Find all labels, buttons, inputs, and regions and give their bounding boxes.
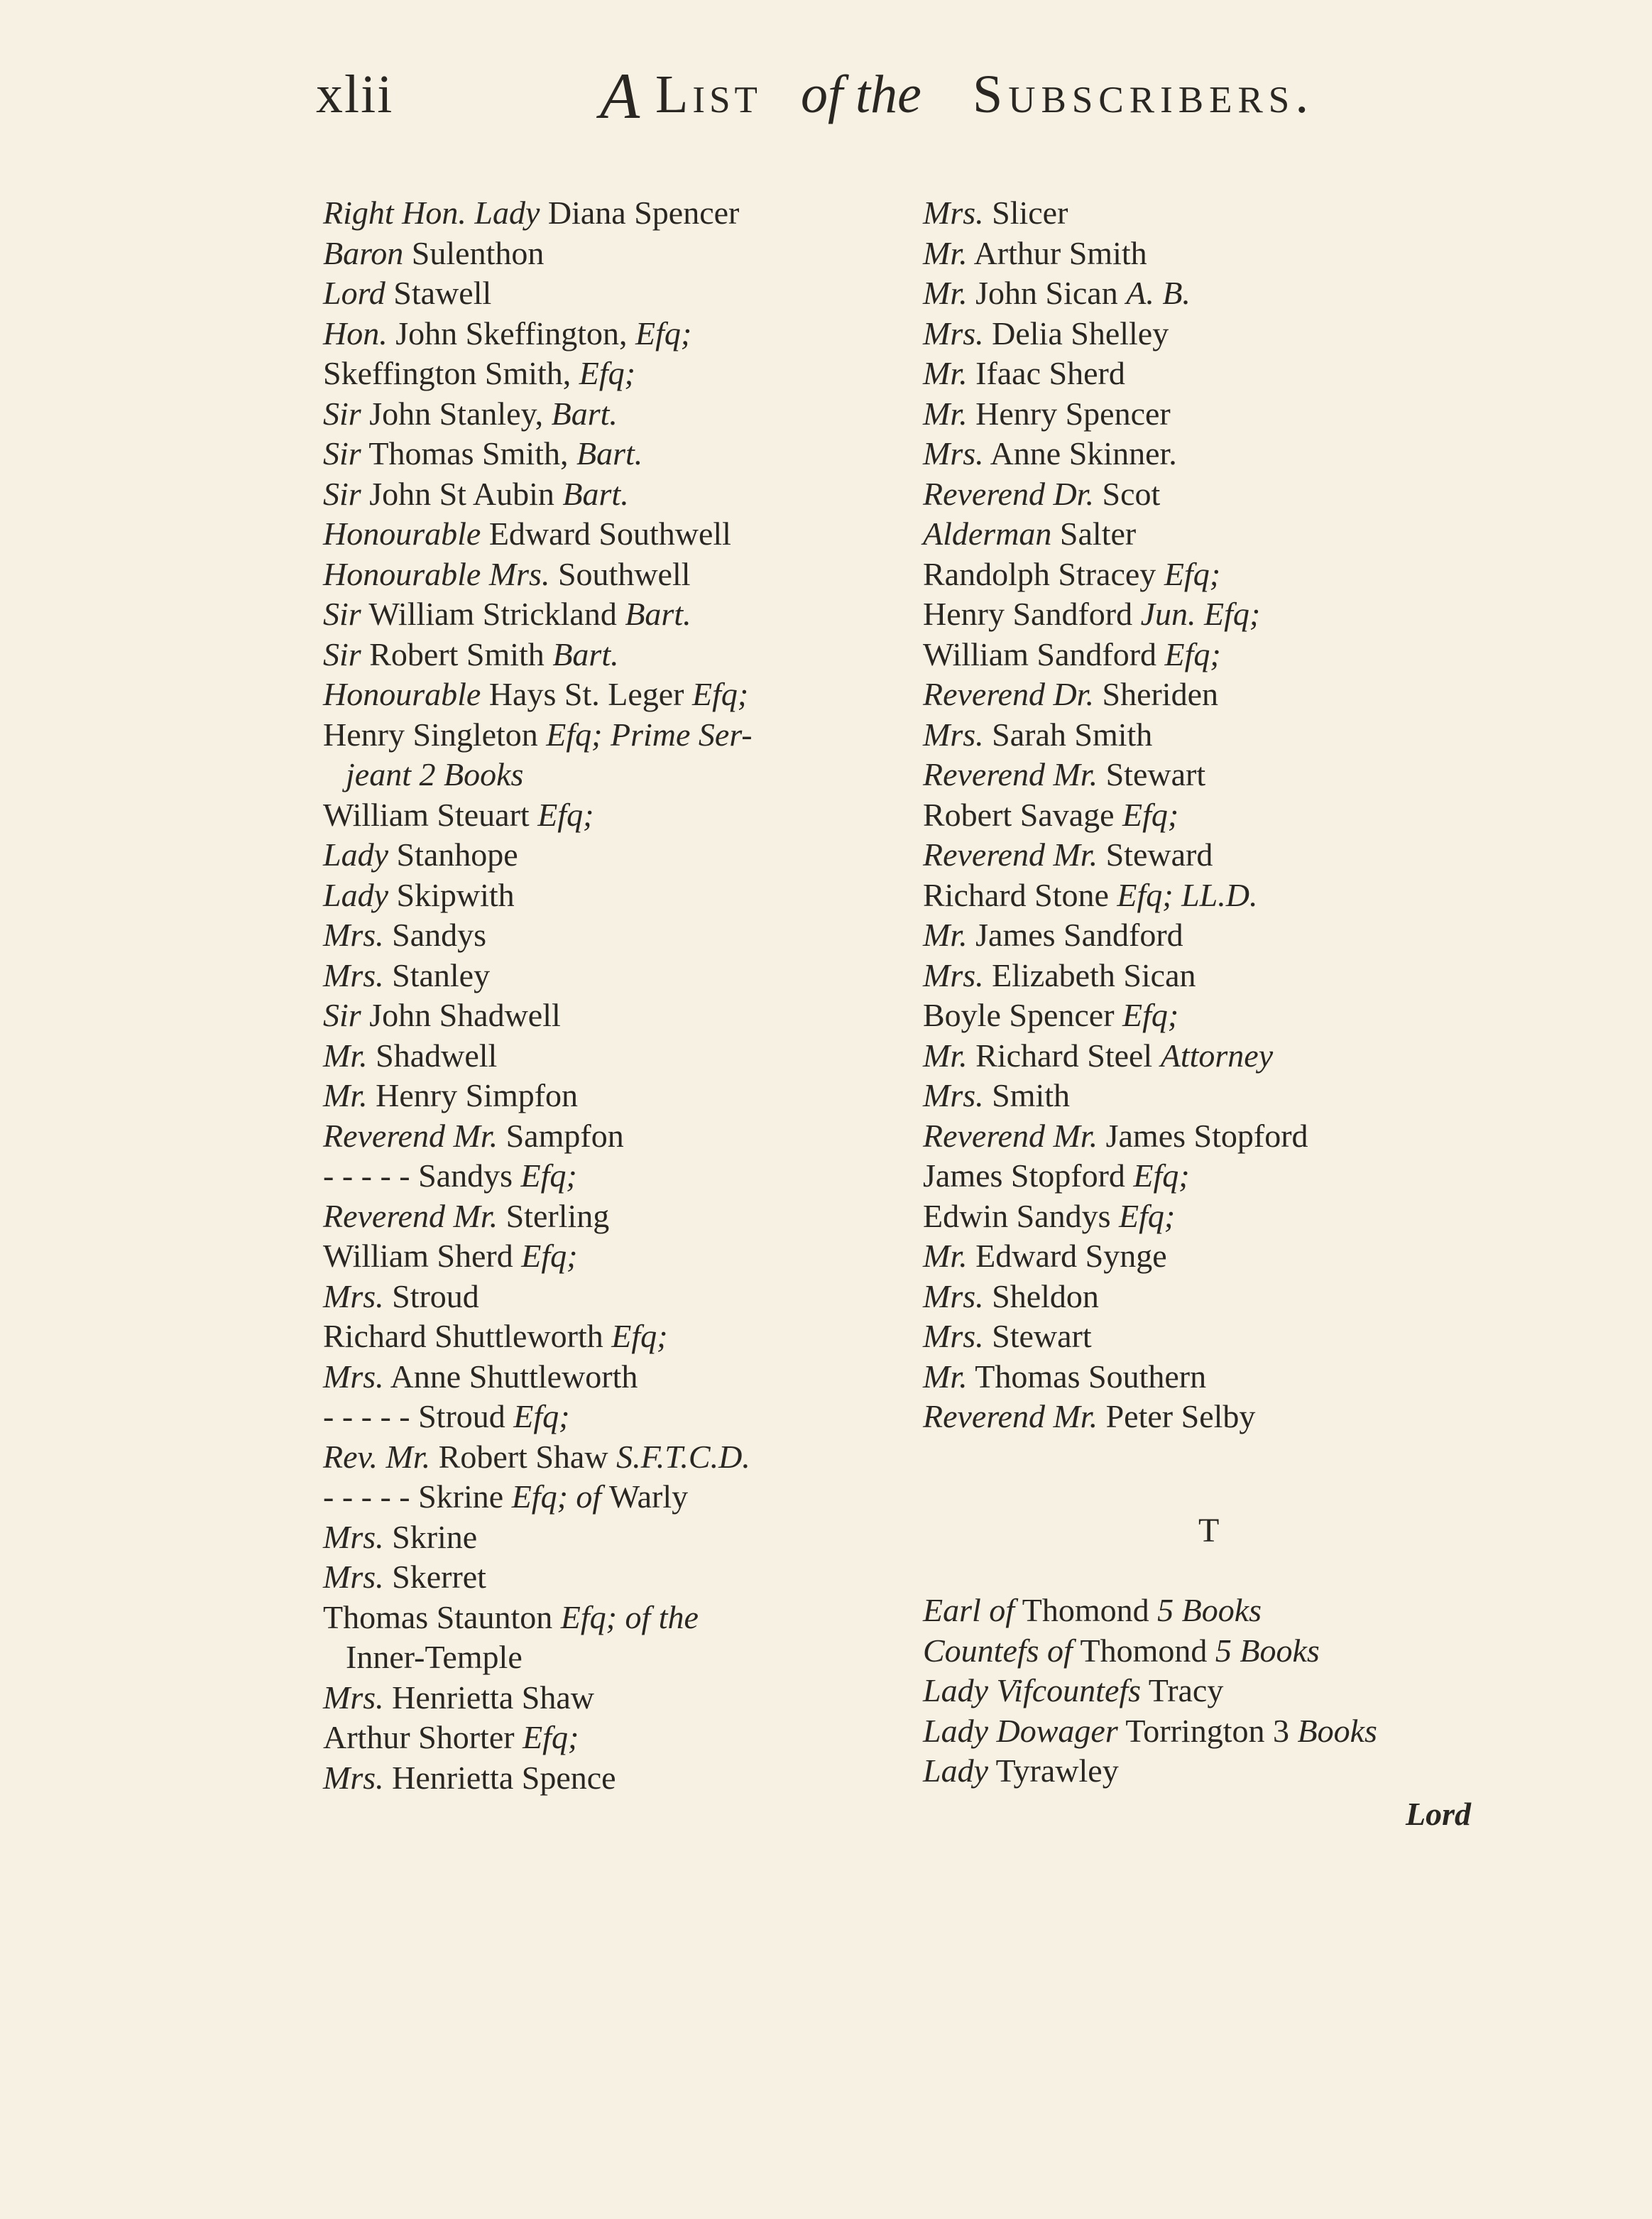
subscriber-entry	[323, 1557, 912, 1598]
subscriber-suffix: S.F.T.C.D.	[616, 1438, 750, 1475]
subscriber-suffix: Bart.	[562, 475, 629, 512]
subscriber-title-prefix: Right Hon. Lady	[323, 195, 540, 231]
subscriber-entry	[323, 1357, 912, 1397]
subscriber-entry	[923, 1711, 1562, 1752]
subscriber-entry	[923, 1236, 1477, 1277]
subscriber-name: Edwin Sandys	[923, 1197, 1119, 1234]
subscriber-entry	[923, 996, 1477, 1036]
subscriber-name: James Stopford	[923, 1157, 1134, 1194]
subscriber-name: Slicer	[983, 195, 1068, 231]
subscriber-entry	[923, 1277, 1477, 1317]
subscriber-title-prefix: Lord	[323, 275, 385, 311]
subscriber-title-prefix: Lady	[923, 1752, 988, 1789]
subscriber-name: Steward	[1098, 836, 1213, 873]
subscriber-title-prefix: Mrs.	[323, 1358, 384, 1395]
subscriber-entry	[923, 1156, 1477, 1196]
subscriber-title-prefix: Mr.	[923, 1037, 968, 1074]
subscriber-entry	[923, 755, 1477, 795]
subscriber-name: Skeffington Smith,	[323, 355, 579, 391]
subscriber-entry	[923, 555, 1477, 595]
subscriber-suffix: Efq; of the	[560, 1598, 699, 1635]
subscriber-name: Peter Selby	[1098, 1398, 1256, 1434]
subscriber-entry	[323, 1116, 912, 1157]
subscriber-entry	[923, 434, 1477, 474]
subscriber-entry	[923, 273, 1477, 314]
header-title-subscribers: Subscribers.	[973, 65, 1315, 124]
subscriber-name: Sulenthon	[403, 234, 545, 271]
subscriber-title-prefix: Reverend Dr.	[923, 676, 1094, 712]
subscriber-suffix: Efq; LL.D.	[1117, 876, 1258, 913]
subscriber-entry	[923, 835, 1477, 876]
subscriber-name: Tracy	[1141, 1672, 1224, 1708]
subscriber-entry	[323, 1076, 912, 1116]
subscriber-title-prefix: Lady	[323, 836, 388, 873]
subscriber-entry	[923, 635, 1477, 675]
subscriber-name: Henrietta Spence	[383, 1759, 616, 1796]
subscriber-suffix: Efq; Prime Ser-	[546, 716, 753, 753]
subscriber-entry	[323, 514, 912, 555]
subscriber-entry	[323, 795, 912, 836]
subscriber-entry	[323, 715, 912, 756]
subscriber-name: Sandys	[383, 917, 487, 953]
subscriber-name: Henry Simpfon	[367, 1077, 579, 1113]
subscriber-suffix: Bart.	[576, 435, 643, 471]
subscriber-suffix: Efq;	[611, 1318, 668, 1354]
subscriber-title-prefix: Mrs.	[323, 1518, 384, 1555]
subscriber-name: Edward Southwell	[481, 516, 731, 552]
subscriber-title-prefix: Mr.	[923, 355, 968, 391]
subscriber-name: Edward Synge	[967, 1238, 1167, 1274]
subscriber-entry	[323, 835, 912, 876]
subscriber-suffix: Efq; of	[511, 1478, 602, 1515]
subscriber-title-prefix: Sir	[323, 395, 361, 432]
subscriber-name: Tyrawley	[988, 1752, 1119, 1789]
subscriber-entry	[323, 755, 912, 795]
page-number: xlii	[316, 65, 394, 124]
subscriber-entry	[323, 314, 912, 354]
subscriber-title-prefix: Reverend Mr.	[923, 1117, 1098, 1154]
subscriber-entry	[323, 555, 912, 595]
subscriber-entry	[323, 1397, 912, 1437]
subscriber-entry	[923, 314, 1477, 354]
subscriber-name: James Stopford	[1098, 1117, 1308, 1154]
subscriber-entry	[323, 1236, 912, 1277]
subscriber-suffix: Efq;	[579, 355, 635, 391]
subscriber-name: Scot	[1093, 475, 1161, 512]
subscriber-title-prefix: Mrs.	[323, 1559, 384, 1595]
subscriber-title-prefix: Honourable Mrs.	[323, 555, 550, 592]
subscriber-suffix: Efq;	[521, 1238, 578, 1274]
subscriber-name: Stewart	[1098, 756, 1206, 792]
subscriber-suffix: Bart.	[551, 395, 618, 432]
subscriber-title-prefix: Sir	[323, 475, 361, 512]
subscriber-suffix: Efq;	[691, 676, 749, 712]
subscriber-suffix: Efq;	[1164, 555, 1221, 592]
subscriber-name: Ifaac Sherd	[967, 355, 1125, 391]
subscriber-name: William Sherd	[323, 1238, 522, 1274]
subscriber-title-prefix: Sir	[323, 435, 361, 471]
subscriber-entry	[323, 434, 912, 474]
subscriber-title-prefix: Reverend Mr.	[923, 1398, 1098, 1434]
subscriber-name: - - - - - Skrine	[323, 1478, 512, 1515]
subscriber-entry	[323, 956, 912, 996]
subscriber-entry	[323, 1637, 912, 1678]
subscriber-name: Randolph Stracey	[923, 555, 1164, 592]
subscriber-title-prefix: Reverend Mr.	[923, 756, 1098, 792]
subscriber-title-prefix: Lady Dowager	[923, 1712, 1118, 1749]
subscriber-name: Salter	[1051, 516, 1137, 552]
subscriber-name: Stroud	[383, 1277, 479, 1314]
subscriber-title-prefix: Reverend Mr.	[923, 836, 1098, 873]
subscriber-suffix: Efq;	[537, 796, 594, 833]
subscriber-title-prefix: Rev. Mr.	[323, 1438, 431, 1475]
subscriber-title-prefix: Mrs.	[923, 1318, 984, 1354]
subscriber-name: Stanley	[383, 956, 491, 993]
subscriber-entry	[923, 474, 1477, 515]
subscriber-suffix: Bart.	[625, 596, 691, 632]
subscriber-entry	[923, 915, 1477, 956]
subscriber-entry	[323, 354, 912, 394]
subscriber-suffix: 5 Books	[1215, 1632, 1320, 1669]
subscriber-name: Elizabeth Sican	[983, 956, 1196, 993]
subscriber-name: James Sandford	[967, 917, 1183, 953]
subscriber-title-prefix: Lady Vifcountefs	[923, 1672, 1142, 1708]
subscriber-entry	[323, 1517, 912, 1558]
subscriber-entry	[323, 1277, 912, 1317]
subscriber-name: Thomas Staunton	[323, 1598, 561, 1635]
subscriber-name: Thomas Smith,	[361, 435, 576, 471]
subscriber-name: Stawell	[385, 275, 492, 311]
subscriber-title-prefix: Mrs.	[923, 1277, 984, 1314]
subscriber-name: Robert Shaw	[430, 1438, 617, 1475]
subscriber-name: Diana Spencer	[540, 195, 740, 231]
subscriber-entry	[923, 1751, 1562, 1792]
subscriber-entry	[323, 474, 912, 515]
subscriber-entry	[923, 1116, 1477, 1157]
subscriber-entry	[323, 635, 912, 675]
subscriber-name: Skrine	[383, 1518, 478, 1555]
subscriber-name: Torrington 3	[1117, 1712, 1298, 1749]
subscriber-entry	[323, 594, 912, 635]
subscriber-name: John Skeffington,	[387, 315, 636, 351]
subscriber-name: Boyle Spencer	[923, 997, 1123, 1033]
subscriber-suffix: Efq;	[523, 1719, 579, 1755]
subscriber-name: Thomas Southern	[967, 1358, 1207, 1395]
subscriber-entry	[923, 594, 1477, 635]
subscriber-title-prefix: Mr.	[923, 395, 968, 432]
subscriber-title-prefix: Mrs.	[323, 1277, 384, 1314]
left-column-subscriber-list	[323, 193, 912, 1798]
subscriber-entry	[323, 996, 912, 1036]
subscriber-name: - - - - - Stroud	[323, 1398, 514, 1434]
subscriber-entry	[923, 1316, 1477, 1357]
subscriber-title-prefix: Mrs.	[923, 956, 984, 993]
subscriber-entry	[923, 1196, 1477, 1237]
subscriber-suffix: Attorney	[1160, 1037, 1274, 1074]
subscriber-suffix: Efq;	[1122, 997, 1179, 1033]
subscriber-name: Arthur Smith	[967, 234, 1147, 271]
subscriber-title-prefix: Hon.	[323, 315, 388, 351]
subscriber-name: Richard Steel	[967, 1037, 1161, 1074]
subscriber-suffix: Efq;	[635, 315, 692, 351]
subscriber-name: Henry Spencer	[967, 395, 1171, 432]
subscriber-title-prefix: Reverend Dr.	[923, 475, 1094, 512]
subscriber-name: Sheldon	[983, 1277, 1099, 1314]
subscriber-suffix: A. B.	[1126, 275, 1191, 311]
subscriber-name: Henry Singleton	[323, 716, 547, 753]
subscriber-name: Sarah Smith	[983, 716, 1153, 753]
subscriber-name: Thomond	[1014, 1592, 1158, 1628]
subscriber-name: William Steuart	[323, 796, 538, 833]
subscriber-suffix: Jun. Efq;	[1140, 596, 1261, 632]
subscriber-entry	[923, 956, 1477, 996]
subscriber-name: Henrietta Shaw	[383, 1679, 594, 1716]
subscriber-name: Arthur Shorter	[323, 1719, 523, 1755]
subscriber-title-prefix: Mrs.	[323, 917, 384, 953]
subscriber-name: Henry Sandford	[923, 596, 1141, 632]
header-title-list: List	[655, 65, 762, 124]
subscriber-entry	[923, 193, 1477, 234]
header-title-of: of	[801, 65, 843, 124]
subscriber-name: Skerret	[383, 1559, 486, 1595]
subscriber-name: Sterling	[498, 1197, 610, 1234]
subscriber-entry	[923, 795, 1477, 836]
subscriber-suffix: jeant 2 Books	[346, 756, 524, 792]
subscriber-name: Skipwith	[388, 876, 515, 913]
subscriber-entry	[923, 1036, 1477, 1076]
subscriber-entry	[923, 1631, 1562, 1672]
subscriber-title-prefix: Honourable	[323, 676, 481, 712]
subscriber-name: John Shadwell	[361, 997, 561, 1033]
subscriber-title-prefix: Sir	[323, 636, 361, 672]
subscriber-entry	[923, 1397, 1477, 1437]
subscriber-title-prefix: Baron	[323, 234, 404, 271]
section-letter-t: T	[1198, 1512, 1220, 1549]
subscriber-name: Richard Shuttleworth	[323, 1318, 612, 1354]
subscriber-entry	[323, 1036, 912, 1076]
subscriber-entry	[323, 193, 912, 234]
subscriber-title-prefix: Mr.	[923, 917, 968, 953]
subscriber-entry	[923, 1357, 1477, 1397]
subscriber-suffix: Efq;	[1122, 796, 1179, 833]
t-section-subscriber-list	[923, 1591, 1562, 1792]
subscriber-title-prefix: Reverend Mr.	[323, 1197, 498, 1234]
subscriber-name: Delia Shelley	[983, 315, 1169, 351]
catchword: Lord	[1406, 1796, 1471, 1832]
subscriber-suffix: Efq;	[520, 1157, 577, 1194]
subscriber-title-prefix: Sir	[323, 997, 361, 1033]
subscriber-suffix: Efq;	[1119, 1197, 1176, 1234]
subscriber-entry	[323, 273, 912, 314]
subscriber-name: Richard Stone	[923, 876, 1117, 913]
subscriber-title-prefix: Mr.	[923, 1358, 968, 1395]
subscriber-title-prefix: Earl of	[923, 1592, 1015, 1628]
subscriber-entry	[323, 1156, 912, 1196]
subscriber-name: Smith	[983, 1077, 1071, 1113]
subscriber-name: Hays St. Leger	[481, 676, 692, 712]
subscriber-title-prefix: Lady	[323, 876, 388, 913]
subscriber-entry	[323, 1316, 912, 1357]
subscriber-name: John Stanley,	[361, 395, 552, 432]
subscriber-entry	[923, 675, 1477, 715]
header-title-a: A	[600, 60, 640, 132]
subscriber-name: William Sandford	[923, 636, 1165, 672]
subscriber-suffix: Bart.	[552, 636, 619, 672]
subscriber-title-prefix: Mrs.	[323, 1759, 384, 1796]
subscriber-title-prefix: Sir	[323, 596, 361, 632]
subscriber-entry	[323, 1196, 912, 1237]
subscriber-title-prefix: Mr.	[923, 275, 968, 311]
subscriber-entry	[323, 234, 912, 274]
subscriber-name: Robert Savage	[923, 796, 1123, 833]
subscriber-title-prefix: Mrs.	[923, 1077, 984, 1113]
subscriber-name: Anne Shuttleworth	[383, 1358, 638, 1395]
subscriber-title-prefix: Mr.	[323, 1037, 368, 1074]
subscriber-entry	[923, 234, 1477, 274]
right-column-subscriber-list	[923, 193, 1477, 1437]
subscriber-name: Stanhope	[388, 836, 518, 873]
subscriber-entry	[923, 715, 1477, 756]
subscriber-title-prefix: Mr.	[323, 1077, 368, 1113]
subscriber-name: Inner-Temple	[346, 1639, 523, 1675]
subscriber-title-prefix: Mrs.	[923, 716, 984, 753]
subscriber-name: Robert Smith	[361, 636, 553, 672]
subscriber-name: Sampfon	[498, 1117, 624, 1154]
subscriber-suffix: Books	[1297, 1712, 1377, 1749]
subscriber-entry	[323, 1758, 912, 1799]
subscriber-entry	[323, 1437, 912, 1478]
subscriber-tail: Warly	[601, 1478, 689, 1515]
subscriber-entry	[923, 514, 1477, 555]
subscriber-entry	[923, 394, 1477, 435]
subscriber-title-prefix: Mr.	[923, 1238, 968, 1274]
subscriber-title-prefix: Mrs.	[323, 956, 384, 993]
subscriber-entry	[323, 675, 912, 715]
subscriber-title-prefix: Reverend Mr.	[323, 1117, 498, 1154]
subscriber-title-prefix: Mrs.	[323, 1679, 384, 1716]
subscriber-suffix: 5 Books	[1157, 1592, 1262, 1628]
subscriber-name: William Strickland	[361, 596, 625, 632]
subscriber-name: John Sican	[967, 275, 1127, 311]
subscriber-entry	[923, 1591, 1562, 1631]
subscriber-entry	[923, 1671, 1562, 1711]
subscriber-suffix: Efq;	[1164, 636, 1221, 672]
subscriber-title-prefix: Mrs.	[923, 435, 984, 471]
page-header	[316, 60, 1324, 142]
subscriber-suffix: Efq;	[513, 1398, 570, 1434]
subscriber-title-prefix: Alderman	[923, 516, 1052, 552]
subscriber-entry	[323, 1598, 912, 1638]
subscriber-suffix: Efq;	[1133, 1157, 1190, 1194]
subscriber-entry	[323, 876, 912, 916]
subscriber-entry	[323, 1718, 912, 1758]
subscriber-name: Thomond	[1072, 1632, 1215, 1669]
subscriber-title-prefix: Honourable	[323, 516, 481, 552]
subscriber-title-prefix: Mrs.	[923, 315, 984, 351]
subscriber-title-prefix: Mr.	[923, 234, 968, 271]
subscriber-entry	[323, 915, 912, 956]
subscriber-name: John St Aubin	[361, 475, 563, 512]
subscriber-entry	[323, 1678, 912, 1718]
subscriber-name: Anne Skinner.	[983, 435, 1177, 471]
header-title-the: the	[855, 65, 921, 124]
subscriber-title-prefix: Mrs.	[923, 195, 984, 231]
subscriber-name: Sheriden	[1093, 676, 1218, 712]
subscriber-title-prefix: Countefs of	[923, 1632, 1073, 1669]
subscriber-entry	[923, 1076, 1477, 1116]
subscriber-name: - - - - - Sandys	[323, 1157, 521, 1194]
subscriber-name: Shadwell	[367, 1037, 498, 1074]
subscriber-entry	[323, 394, 912, 435]
subscriber-entry	[923, 876, 1477, 916]
subscriber-name: Southwell	[549, 555, 691, 592]
subscriber-entry	[923, 354, 1477, 394]
subscriber-entry	[323, 1477, 912, 1517]
subscriber-name: Stewart	[983, 1318, 1092, 1354]
